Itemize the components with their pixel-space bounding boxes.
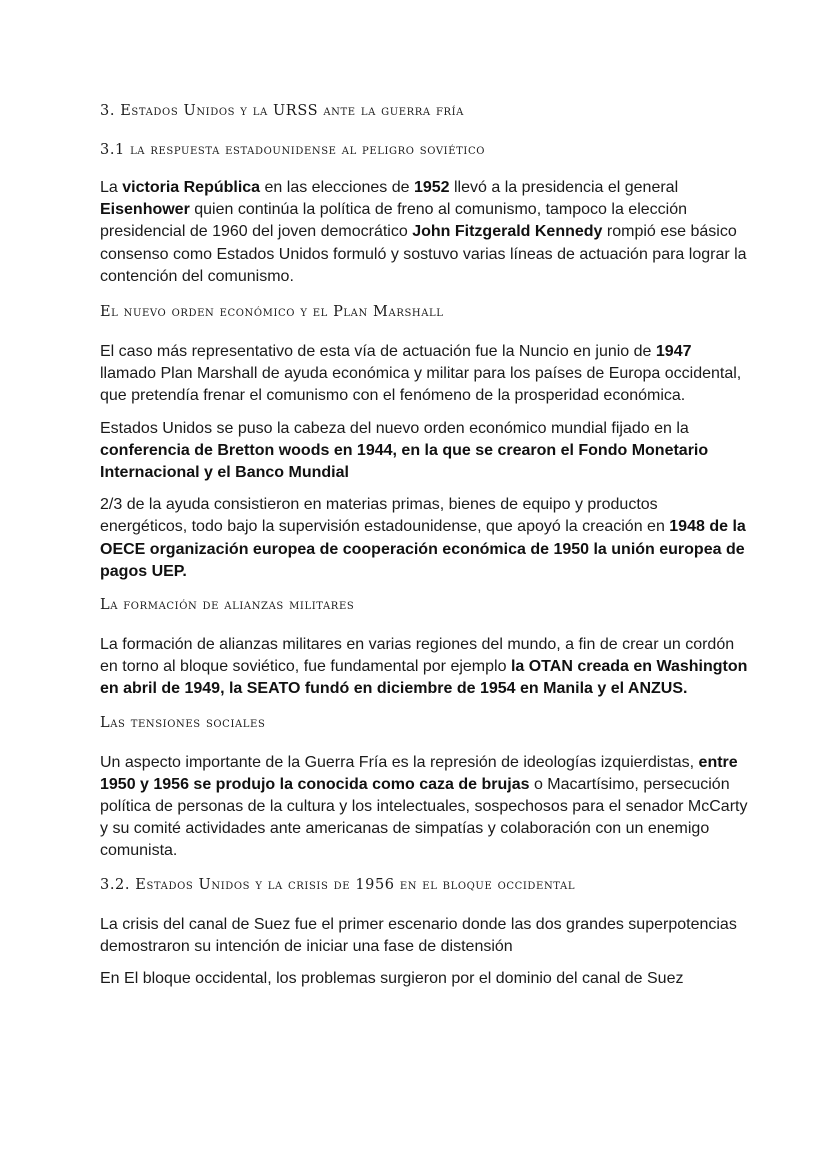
- subsection-heading-3-2: 3.2. Estados Unidos y la crisis de 1956 en el bloque occidental: [100, 876, 576, 893]
- heading-alianzas-militares: La formación de alianzas militares: [100, 597, 355, 614]
- heading-tensiones-sociales: Las tensiones sociales: [100, 714, 266, 731]
- section-heading-3: 3. Estados Unidos y la URSS ante la guerra fría: [100, 103, 465, 119]
- paragraph-plan-marshall: El caso más representativo de esta vía de actuación fue la Nuncio en junio de 1947 llamado Plan Marshall de ayuda económica y militar para los países de Europa occidental, que pretendía frenar el comunismo con el fenómeno de la prosperidad económica.: [100, 343, 742, 405]
- paragraph-respuesta: La victoria República en las elecciones de 1952 llevó a la presidencia el general Eisenhower quien continúa la política de freno al comunismo, tampoco la elección presidencial de 1960 del joven democrático John Fitzgerald Kennedy rompió ese básico consenso como Estados Unidos formuló y sostuvo varias líneas de actuación para lograr la contención del comunismo.: [100, 179, 747, 285]
- paragraph-ayuda: 2/3 de la ayuda consistieron en materias primas, bienes de equipo y productos energéticos, todo bajo la supervisión estadounidense, que apoyó la creación en 1948 de la OECE organización europea de cooperación económica de 1950 la unión europea de pagos UEP.: [100, 496, 746, 580]
- paragraph-alianzas: La formación de alianzas militares en varias regiones del mundo, a fin de crear un cordón en torno al bloque soviético, fue fundamental por ejemplo la OTAN creada en Washington en abril de 1949, la SEATO fundó en diciembre de 1954 en Manila y el ANZUS.: [100, 636, 748, 698]
- paragraph-bretton-woods: Estados Unidos se puso la cabeza del nuevo orden económico mundial fijado en la conferencia de Bretton woods en 1944, en la que se crearon el Fondo Monetario Internacional y el Banco Mundial: [100, 419, 709, 482]
- paragraph-tensiones: Un aspecto importante de la Guerra Fría es la represión de ideologías izquierdistas, entre 1950 y 1956 se produjo la conocida como caza de brujas o Macartísimo, persecución política de personas de la cultura y los intelectuales, sospechosos para el senador McCarty y su comité actividades ante americanas de simpatías y colaboración con un enemigo comunista.: [100, 753, 748, 860]
- paragraph-bloque-occidental: En El bloque occidental, los problemas surgieron por el dominio del canal de Suez: [100, 970, 684, 988]
- paragraph-suez: La crisis del canal de Suez fue el primer escenario donde las dos grandes superpotencias demostraron su intención de iniciar una fase de distensión: [100, 915, 737, 955]
- heading-plan-marshall: El nuevo orden económico y el Plan Marshall: [100, 304, 444, 321]
- subsection-heading-3-1: 3.1 la respuesta estadounidense al peligro soviético: [100, 142, 486, 158]
